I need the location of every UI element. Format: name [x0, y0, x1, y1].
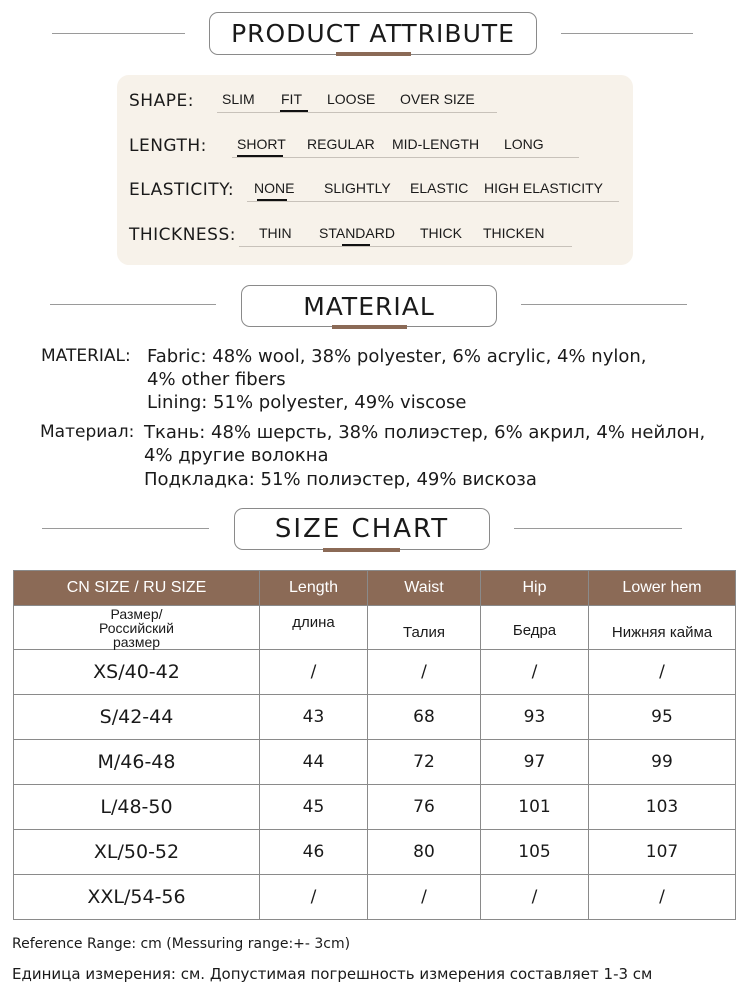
column-header: CN SIZE / RU SIZE: [14, 571, 260, 606]
column-header-ru: Талия: [368, 606, 481, 650]
value-cell: 44: [260, 740, 368, 785]
value-cell: 95: [589, 695, 736, 740]
value-cell: /: [368, 875, 481, 920]
attribute-panel: [117, 75, 633, 265]
section-title: PRODUCT ATTRIBUTE: [209, 12, 537, 55]
table-row: [14, 875, 736, 920]
column-header-ru: Нижняя кайма: [589, 606, 736, 650]
value-cell: 43: [260, 695, 368, 740]
attribute-option: SLIM: [222, 91, 255, 107]
value-cell: 80: [368, 830, 481, 875]
attribute-option: LOOSE: [327, 91, 376, 107]
size-cell: M/46-48: [14, 740, 260, 785]
attribute-row-elasticity: [117, 166, 633, 206]
value-cell: 72: [368, 740, 481, 785]
value-cell: 107: [589, 830, 736, 875]
attribute-option-selected: STANDARD: [319, 225, 395, 241]
value-cell: /: [260, 650, 368, 695]
value-cell: /: [481, 650, 589, 695]
material-line: Подкладка: 51% полиэстер, 49% вискоза: [144, 469, 537, 490]
size-chart-header: [0, 508, 750, 558]
column-header: Length: [260, 571, 368, 606]
value-cell: 99: [589, 740, 736, 785]
material-line: Lining: 51% polyester, 49% viscose: [147, 392, 467, 413]
material-line: Fabric: 48% wool, 38% polyester, 6% acrylic, 4% nylon,: [147, 346, 647, 367]
value-cell: 105: [481, 830, 589, 875]
column-header: Waist: [368, 571, 481, 606]
section-title: MATERIAL: [241, 285, 497, 327]
section-title: SIZE CHART: [234, 508, 490, 550]
reference-note: Reference Range: cm (Messuring range:+- 3cm): [12, 936, 351, 952]
attribute-row-length: [117, 122, 633, 162]
divider-right: [561, 33, 693, 34]
reference-note-ru: Единица измерения: см. Допустимая погрешность измерения составляет 1-3 см: [12, 965, 653, 983]
size-table: [13, 570, 736, 920]
attribute-row-thickness: [117, 211, 633, 251]
column-header-ru: длина: [260, 606, 368, 650]
value-cell: /: [368, 650, 481, 695]
table-row: [14, 830, 736, 875]
value-cell: 103: [589, 785, 736, 830]
size-cell: XS/40-42: [14, 650, 260, 695]
attribute-option: THIN: [259, 225, 292, 241]
product-attribute-header: [0, 10, 750, 60]
value-cell: /: [260, 875, 368, 920]
table-header-row: [14, 571, 736, 606]
value-cell: 101: [481, 785, 589, 830]
attribute-label: SHAPE:: [129, 91, 194, 111]
attribute-label: LENGTH:: [129, 136, 207, 156]
material-line: 4% other fibers: [147, 369, 286, 390]
attribute-option: SLIGHTLY: [324, 180, 391, 196]
size-cell: L/48-50: [14, 785, 260, 830]
divider-left: [52, 33, 185, 34]
value-cell: 76: [368, 785, 481, 830]
divider-right: [514, 528, 682, 529]
material-header: [0, 285, 750, 335]
attribute-label: THICKNESS:: [129, 225, 236, 245]
title-underbar: [323, 548, 400, 552]
title-underbar: [332, 325, 407, 329]
attribute-option-selected: NONE: [254, 180, 295, 196]
column-header: Hip: [481, 571, 589, 606]
attribute-option: THICKEN: [483, 225, 545, 241]
attribute-option: REGULAR: [307, 136, 375, 152]
attribute-option-selected: FIT: [281, 91, 302, 107]
table-row: [14, 650, 736, 695]
option-rule: [232, 157, 579, 158]
size-cell: XXL/54-56: [14, 875, 260, 920]
value-cell: /: [481, 875, 589, 920]
value-cell: /: [589, 650, 736, 695]
value-cell: 97: [481, 740, 589, 785]
column-header: Lower hem: [589, 571, 736, 606]
option-rule: [217, 112, 497, 113]
table-row: [14, 740, 736, 785]
divider-right: [521, 304, 687, 305]
column-header-ru: Бедра: [481, 606, 589, 650]
attribute-option: THICK: [420, 225, 462, 241]
attribute-row-shape: [117, 77, 633, 117]
column-header-ru: Размер/Российский размер: [14, 606, 260, 650]
table-row: [14, 695, 736, 740]
table-ru-header-row: [14, 606, 736, 650]
option-rule: [247, 201, 619, 202]
material-line: Ткань: 48% шерсть, 38% полиэстер, 6% акрил, 4% нейлон,: [144, 422, 706, 443]
attribute-option: OVER SIZE: [400, 91, 475, 107]
size-cell: XL/50-52: [14, 830, 260, 875]
material-label-en: MATERIAL:: [41, 346, 131, 366]
material-label-ru: Материал:: [40, 422, 135, 442]
material-line: 4% другие волокна: [144, 445, 329, 466]
attribute-option: ELASTIC: [410, 180, 469, 196]
table-row: [14, 785, 736, 830]
attribute-option-selected: SHORT: [237, 136, 286, 152]
divider-left: [42, 528, 209, 529]
size-cell: S/42-44: [14, 695, 260, 740]
attribute-label: ELASTICITY:: [129, 180, 235, 200]
value-cell: 45: [260, 785, 368, 830]
attribute-option: HIGH ELASTICITY: [484, 180, 604, 196]
value-cell: 46: [260, 830, 368, 875]
value-cell: /: [589, 875, 736, 920]
title-underbar: [336, 52, 411, 56]
option-rule: [239, 246, 572, 247]
value-cell: 68: [368, 695, 481, 740]
attribute-option: MID-LENGTH: [392, 136, 480, 152]
divider-left: [50, 304, 216, 305]
attribute-option: LONG: [504, 136, 544, 152]
value-cell: 93: [481, 695, 589, 740]
